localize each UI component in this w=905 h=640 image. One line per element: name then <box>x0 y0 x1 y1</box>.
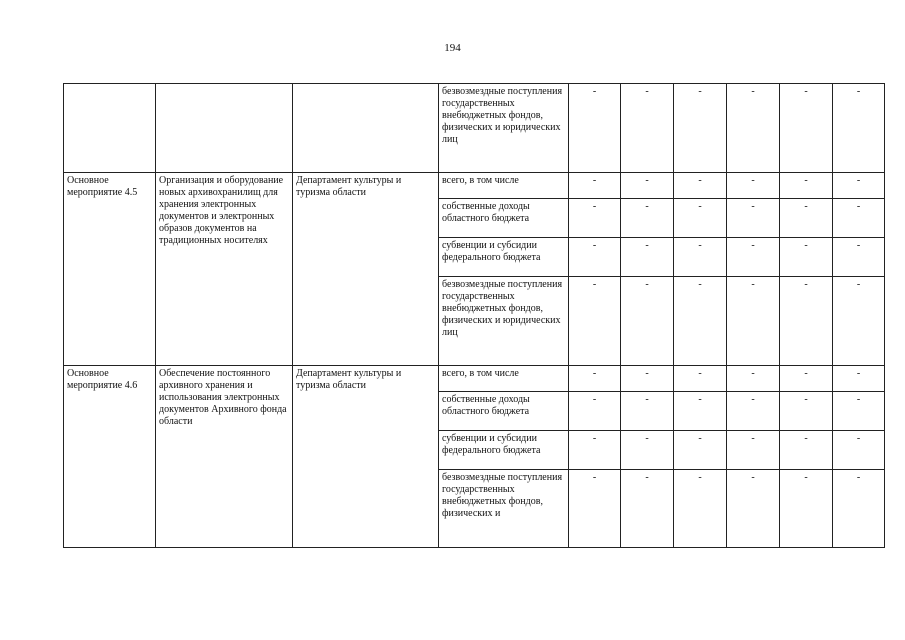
dash-value: - <box>751 86 755 97</box>
value-cell <box>674 470 727 548</box>
value-cell <box>621 470 674 548</box>
value-cell <box>727 431 780 470</box>
dash-value: - <box>751 201 755 212</box>
value-cell <box>621 199 674 238</box>
value-cell <box>833 173 885 199</box>
dash-value: - <box>751 394 755 405</box>
dash-value: - <box>592 394 597 405</box>
page-number: 194 <box>444 42 461 54</box>
dash-value: - <box>698 433 702 444</box>
value-cell <box>674 84 727 173</box>
dash-value: - <box>592 472 597 483</box>
dash-value: - <box>698 472 702 483</box>
dash-value: - <box>751 279 755 290</box>
value-cell <box>569 277 621 366</box>
dash-value: - <box>698 240 702 251</box>
dash-value: - <box>856 472 861 483</box>
executor-cell: Департамент культуры и туризма области <box>293 173 439 366</box>
value-cell <box>674 199 727 238</box>
value-cell <box>569 173 621 199</box>
value-cell <box>833 84 885 173</box>
title-cell <box>156 84 293 173</box>
dash-value: - <box>592 175 597 186</box>
dash-value: - <box>856 279 861 290</box>
funding-source-cell: безвозмездные поступления государственных внебюджетных фондов, физических и <box>439 470 569 548</box>
dash-value: - <box>804 394 808 405</box>
value-cell <box>569 84 621 173</box>
value-cell <box>780 173 833 199</box>
value-cell <box>674 431 727 470</box>
dash-value: - <box>645 175 649 186</box>
value-cell <box>833 238 885 277</box>
table-row <box>64 84 885 173</box>
value-cell <box>780 84 833 173</box>
table-row <box>64 366 885 392</box>
dash-value: - <box>856 394 861 405</box>
value-cell <box>727 392 780 431</box>
value-cell <box>569 238 621 277</box>
dash-value: - <box>856 86 861 97</box>
dash-value: - <box>751 175 755 186</box>
dash-value: - <box>645 201 649 212</box>
value-cell <box>621 84 674 173</box>
value-cell <box>833 431 885 470</box>
funding-source-cell: всего, в том числе <box>439 173 569 199</box>
dash-value: - <box>804 472 808 483</box>
funding-source-cell: собственные доходы областного бюджета <box>439 392 569 431</box>
value-cell <box>674 173 727 199</box>
value-cell <box>780 199 833 238</box>
dash-value: - <box>698 368 702 379</box>
value-cell <box>780 238 833 277</box>
dash-value: - <box>804 86 808 97</box>
value-cell <box>674 238 727 277</box>
title-cell: Обеспечение постоянного архивного хранения и использования электронных документов Архивного фонда области <box>156 366 293 548</box>
value-cell <box>780 366 833 392</box>
value-cell <box>621 173 674 199</box>
table-row <box>64 173 885 199</box>
value-cell <box>674 277 727 366</box>
executor-cell <box>293 84 439 173</box>
value-cell <box>727 199 780 238</box>
value-cell <box>674 366 727 392</box>
value-cell <box>833 199 885 238</box>
event-cell <box>64 84 156 173</box>
dash-value: - <box>592 368 597 379</box>
executor-cell: Департамент культуры и туризма области <box>293 366 439 548</box>
dash-value: - <box>804 175 808 186</box>
program-table <box>63 83 885 548</box>
value-cell <box>621 366 674 392</box>
value-cell <box>569 199 621 238</box>
dash-value: - <box>645 433 649 444</box>
dash-value: - <box>856 433 861 444</box>
funding-source-cell: собственные доходы областного бюджета <box>439 199 569 238</box>
value-cell <box>833 277 885 366</box>
value-cell <box>780 277 833 366</box>
dash-value: - <box>804 240 808 251</box>
value-cell <box>621 392 674 431</box>
dash-value: - <box>751 240 755 251</box>
dash-value: - <box>804 368 808 379</box>
title-cell: Организация и оборудование новых архивохранилищ для хранения электронных документов и электронных образов документов на традиционных носителях <box>156 173 293 366</box>
value-cell <box>780 392 833 431</box>
value-cell <box>780 470 833 548</box>
dash-value: - <box>645 394 649 405</box>
dash-value: - <box>698 201 702 212</box>
value-cell <box>621 431 674 470</box>
value-cell <box>569 431 621 470</box>
dash-value: - <box>856 201 861 212</box>
dash-value: - <box>804 201 808 212</box>
funding-source-cell: субвенции и субсидии федерального бюджета <box>439 431 569 470</box>
value-cell <box>569 392 621 431</box>
dash-value: - <box>645 240 649 251</box>
value-cell <box>674 392 727 431</box>
value-cell <box>727 366 780 392</box>
dash-value: - <box>698 175 702 186</box>
dash-value: - <box>645 472 649 483</box>
value-cell <box>727 470 780 548</box>
dash-value: - <box>592 240 597 251</box>
event-cell: Основное мероприятие 4.6 <box>64 366 156 548</box>
funding-source-cell: безвозмездные поступления государственных внебюджетных фондов, физических и юридических лиц <box>439 84 569 173</box>
dash-value: - <box>645 368 649 379</box>
event-cell: Основное мероприятие 4.5 <box>64 173 156 366</box>
value-cell <box>727 84 780 173</box>
value-cell <box>780 431 833 470</box>
value-cell <box>833 392 885 431</box>
dash-value: - <box>856 368 861 379</box>
dash-value: - <box>645 279 649 290</box>
funding-source-cell: всего, в том числе <box>439 366 569 392</box>
dash-value: - <box>698 394 702 405</box>
dash-value: - <box>592 279 597 290</box>
dash-value: - <box>592 201 597 212</box>
dash-value: - <box>804 279 808 290</box>
value-cell <box>727 277 780 366</box>
dash-value: - <box>751 368 755 379</box>
dash-value: - <box>592 433 597 444</box>
value-cell <box>833 366 885 392</box>
value-cell <box>621 238 674 277</box>
dash-value: - <box>698 86 702 97</box>
dash-value: - <box>751 433 755 444</box>
dash-value: - <box>751 472 755 483</box>
dash-value: - <box>856 240 861 251</box>
dash-value: - <box>592 86 597 97</box>
dash-value: - <box>856 175 861 186</box>
value-cell <box>569 366 621 392</box>
dash-value: - <box>804 433 808 444</box>
value-cell <box>727 238 780 277</box>
funding-source-cell: безвозмездные поступления государственных внебюджетных фондов, физических и юридических лиц <box>439 277 569 366</box>
funding-source-cell: субвенции и субсидии федерального бюджета <box>439 238 569 277</box>
dash-value: - <box>698 279 702 290</box>
value-cell <box>833 470 885 548</box>
dash-value: - <box>645 86 649 97</box>
value-cell <box>621 277 674 366</box>
value-cell <box>569 470 621 548</box>
value-cell <box>727 173 780 199</box>
